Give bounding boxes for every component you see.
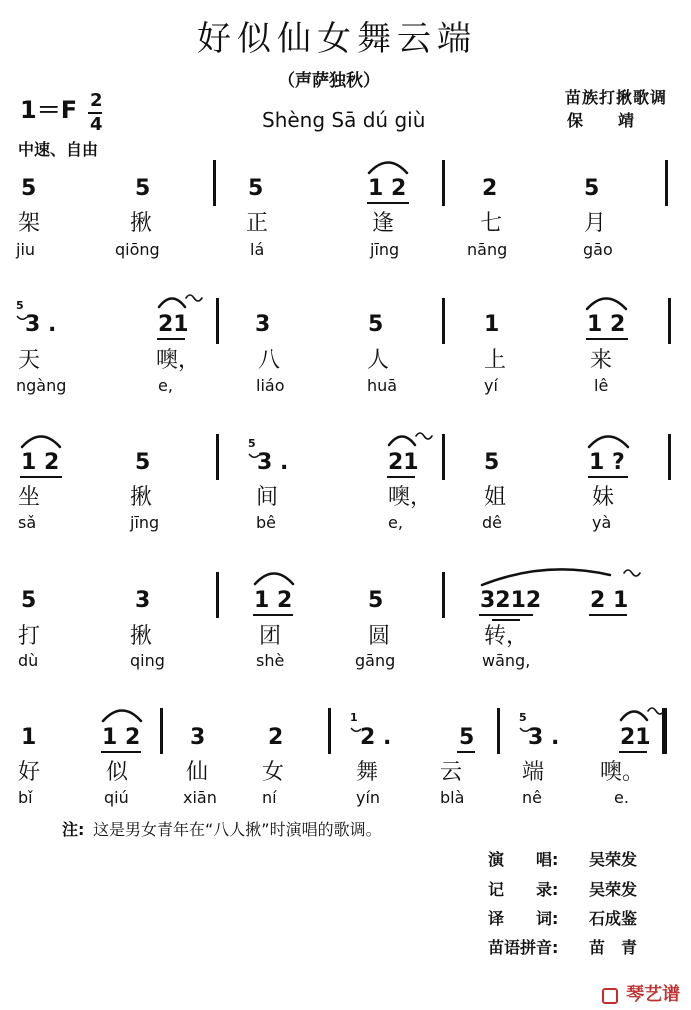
pinyin: nāng [467,240,508,259]
pinyin: xiān [183,788,217,807]
lyric: 团 [259,624,282,649]
credit-role: 记 录: [488,880,559,899]
pinyin: dù [18,651,39,670]
grace-mark [520,728,530,731]
slur-mark [22,437,60,448]
credit-name: 吴荣发 [589,850,638,869]
lyric: 揪 [130,211,153,236]
note: 3212 [480,588,542,613]
note: 1 2 [21,450,60,475]
pinyin: lê [594,376,609,395]
time-signature-top: 2 [90,90,103,111]
lyric: 间 [256,485,279,510]
note: 3 [135,588,151,613]
lyric: 圆 [368,624,391,649]
note: 2 1 [590,588,629,613]
pinyin: gāng [355,651,396,670]
lyric: 噢， [388,485,433,510]
lyric: 人 [367,348,390,373]
note: 21 [620,725,651,750]
lyric: 打 [18,624,41,649]
note: 5 [135,450,151,475]
grace-mark [249,454,259,457]
pinyin: yà [592,513,612,532]
grace-note: 5 [248,437,256,450]
pinyin: blà [440,788,465,807]
slur-mark [369,163,407,174]
footnote-text: 这是男女青年在“八人揪”时演唱的歌调。 [93,820,382,839]
note: 1 2 [368,176,407,201]
pinyin: yín [356,788,381,807]
note: 5 [135,176,151,201]
turn-ornament [648,708,664,714]
credit-role: 演 唱: [488,850,559,869]
pinyin: jīng [370,240,400,259]
note: 5 [368,312,384,337]
pinyin: bê [256,513,276,532]
lyric: 逢 [372,211,395,236]
pinyin: e. [614,788,629,807]
lyric: 上 [484,348,507,373]
grace-note: 5 [519,711,527,724]
credit-name: 吴荣发 [589,880,638,899]
pinyin: shè [256,651,285,670]
note: 3 [190,725,206,750]
lyric: 端 [522,760,545,785]
pinyin: huā [367,376,398,395]
watermark-text: 琴艺谱 [626,984,681,1005]
lyric: 仙 [186,760,209,785]
grace-mark [17,316,27,319]
turn-ornament [186,295,202,301]
slur-mark [389,437,415,446]
note: 3 . [257,450,289,475]
pinyin: yí [484,376,498,395]
pinyin: wāng, [482,651,531,670]
pinyin: qing [130,651,165,670]
credit-role: 译 词: [488,909,559,928]
lyric: 舞 [356,760,379,785]
lyric: 正 [246,211,269,236]
pinyin: bǐ [18,788,33,807]
note: 5 [248,176,264,201]
note: 2 [482,176,498,201]
key-signature: 1＝F [20,96,78,124]
pinyin-title: Shèng Sā dú giù [262,108,426,132]
lyric: 噢。 [600,760,645,785]
time-signature-bottom: 4 [90,114,103,135]
pinyin: sǎ [18,513,37,532]
song-subtitle: （声萨独秋） [278,71,380,91]
note: 1 [21,725,37,750]
lyric: 来 [590,348,613,373]
grace-note: 1 [350,711,358,724]
pinyin: qiōng [115,240,160,259]
slur-mark [159,299,185,308]
note: 21 [388,450,419,475]
note: 1 ? [589,450,625,475]
pinyin: e, [388,513,403,532]
note: 1 2 [587,312,626,337]
turn-ornament [624,570,640,576]
grace-note: 5 [16,299,24,312]
credit-role: 苗语拼音: [488,938,559,957]
lyric: 八 [258,348,281,373]
pinyin: qiú [104,788,129,807]
pinyin: dê [482,513,502,532]
note: 3 . [528,725,560,750]
note: 5 [368,588,384,613]
note: 2 . [360,725,392,750]
watermark-icon [602,988,618,1004]
lyric: 揪 [130,624,153,649]
lyric: 七 [480,211,503,236]
lyric: 转， [484,624,529,649]
note: 3 . [25,312,57,337]
pinyin: jiu [16,240,36,259]
note: 21 [158,312,189,337]
pinyin: jīng [130,513,160,532]
lyric: 姐 [484,485,507,510]
lyric: 云 [440,760,463,785]
note: 5 [584,176,600,201]
note: 5 [484,450,500,475]
note: 5 [21,588,37,613]
slur-mark [587,299,626,310]
lyric: 噢， [156,348,201,373]
note: 3 [255,312,271,337]
note: 1 2 [254,588,293,613]
note: 1 2 [102,725,141,750]
lyric: 女 [262,760,285,785]
lyric: 似 [106,760,129,785]
note: 2 [268,725,284,750]
pinyin: e, [158,376,173,395]
turn-ornament [416,433,432,439]
slur-mark [255,574,293,585]
pinyin: lá [250,240,265,259]
note: 1 [484,312,500,337]
tempo-marking: 中速、自由 [18,140,99,159]
pinyin: nê [522,788,542,807]
lyric: 妹 [592,485,615,510]
pinyin: liáo [256,376,285,395]
lyric: 架 [18,211,41,236]
lyric: 月 [584,211,607,236]
pinyin: gāo [583,240,613,259]
slur-mark [103,711,141,722]
credit-name: 石成鉴 [589,909,638,928]
grace-mark [351,728,361,731]
note: 5 [459,725,475,750]
pinyin: ní [262,788,277,807]
source-label: 苗族打揪歌调 [565,88,668,107]
slur-mark [621,712,647,721]
credit-name: 苗 青 [589,938,638,957]
region-label: 保 靖 [567,111,636,130]
pinyin: ngàng [16,376,67,395]
lyric: 揪 [130,485,153,510]
lyric: 天 [18,348,41,373]
slur-mark [482,569,610,585]
song-title: 好似仙女舞云端 [197,19,477,59]
footnote-label: 注: [62,820,85,839]
slur-mark [589,437,628,448]
watermark-logo [602,980,680,1006]
note: 5 [21,176,37,201]
lyric: 坐 [18,485,41,510]
lyric: 好 [18,760,41,785]
